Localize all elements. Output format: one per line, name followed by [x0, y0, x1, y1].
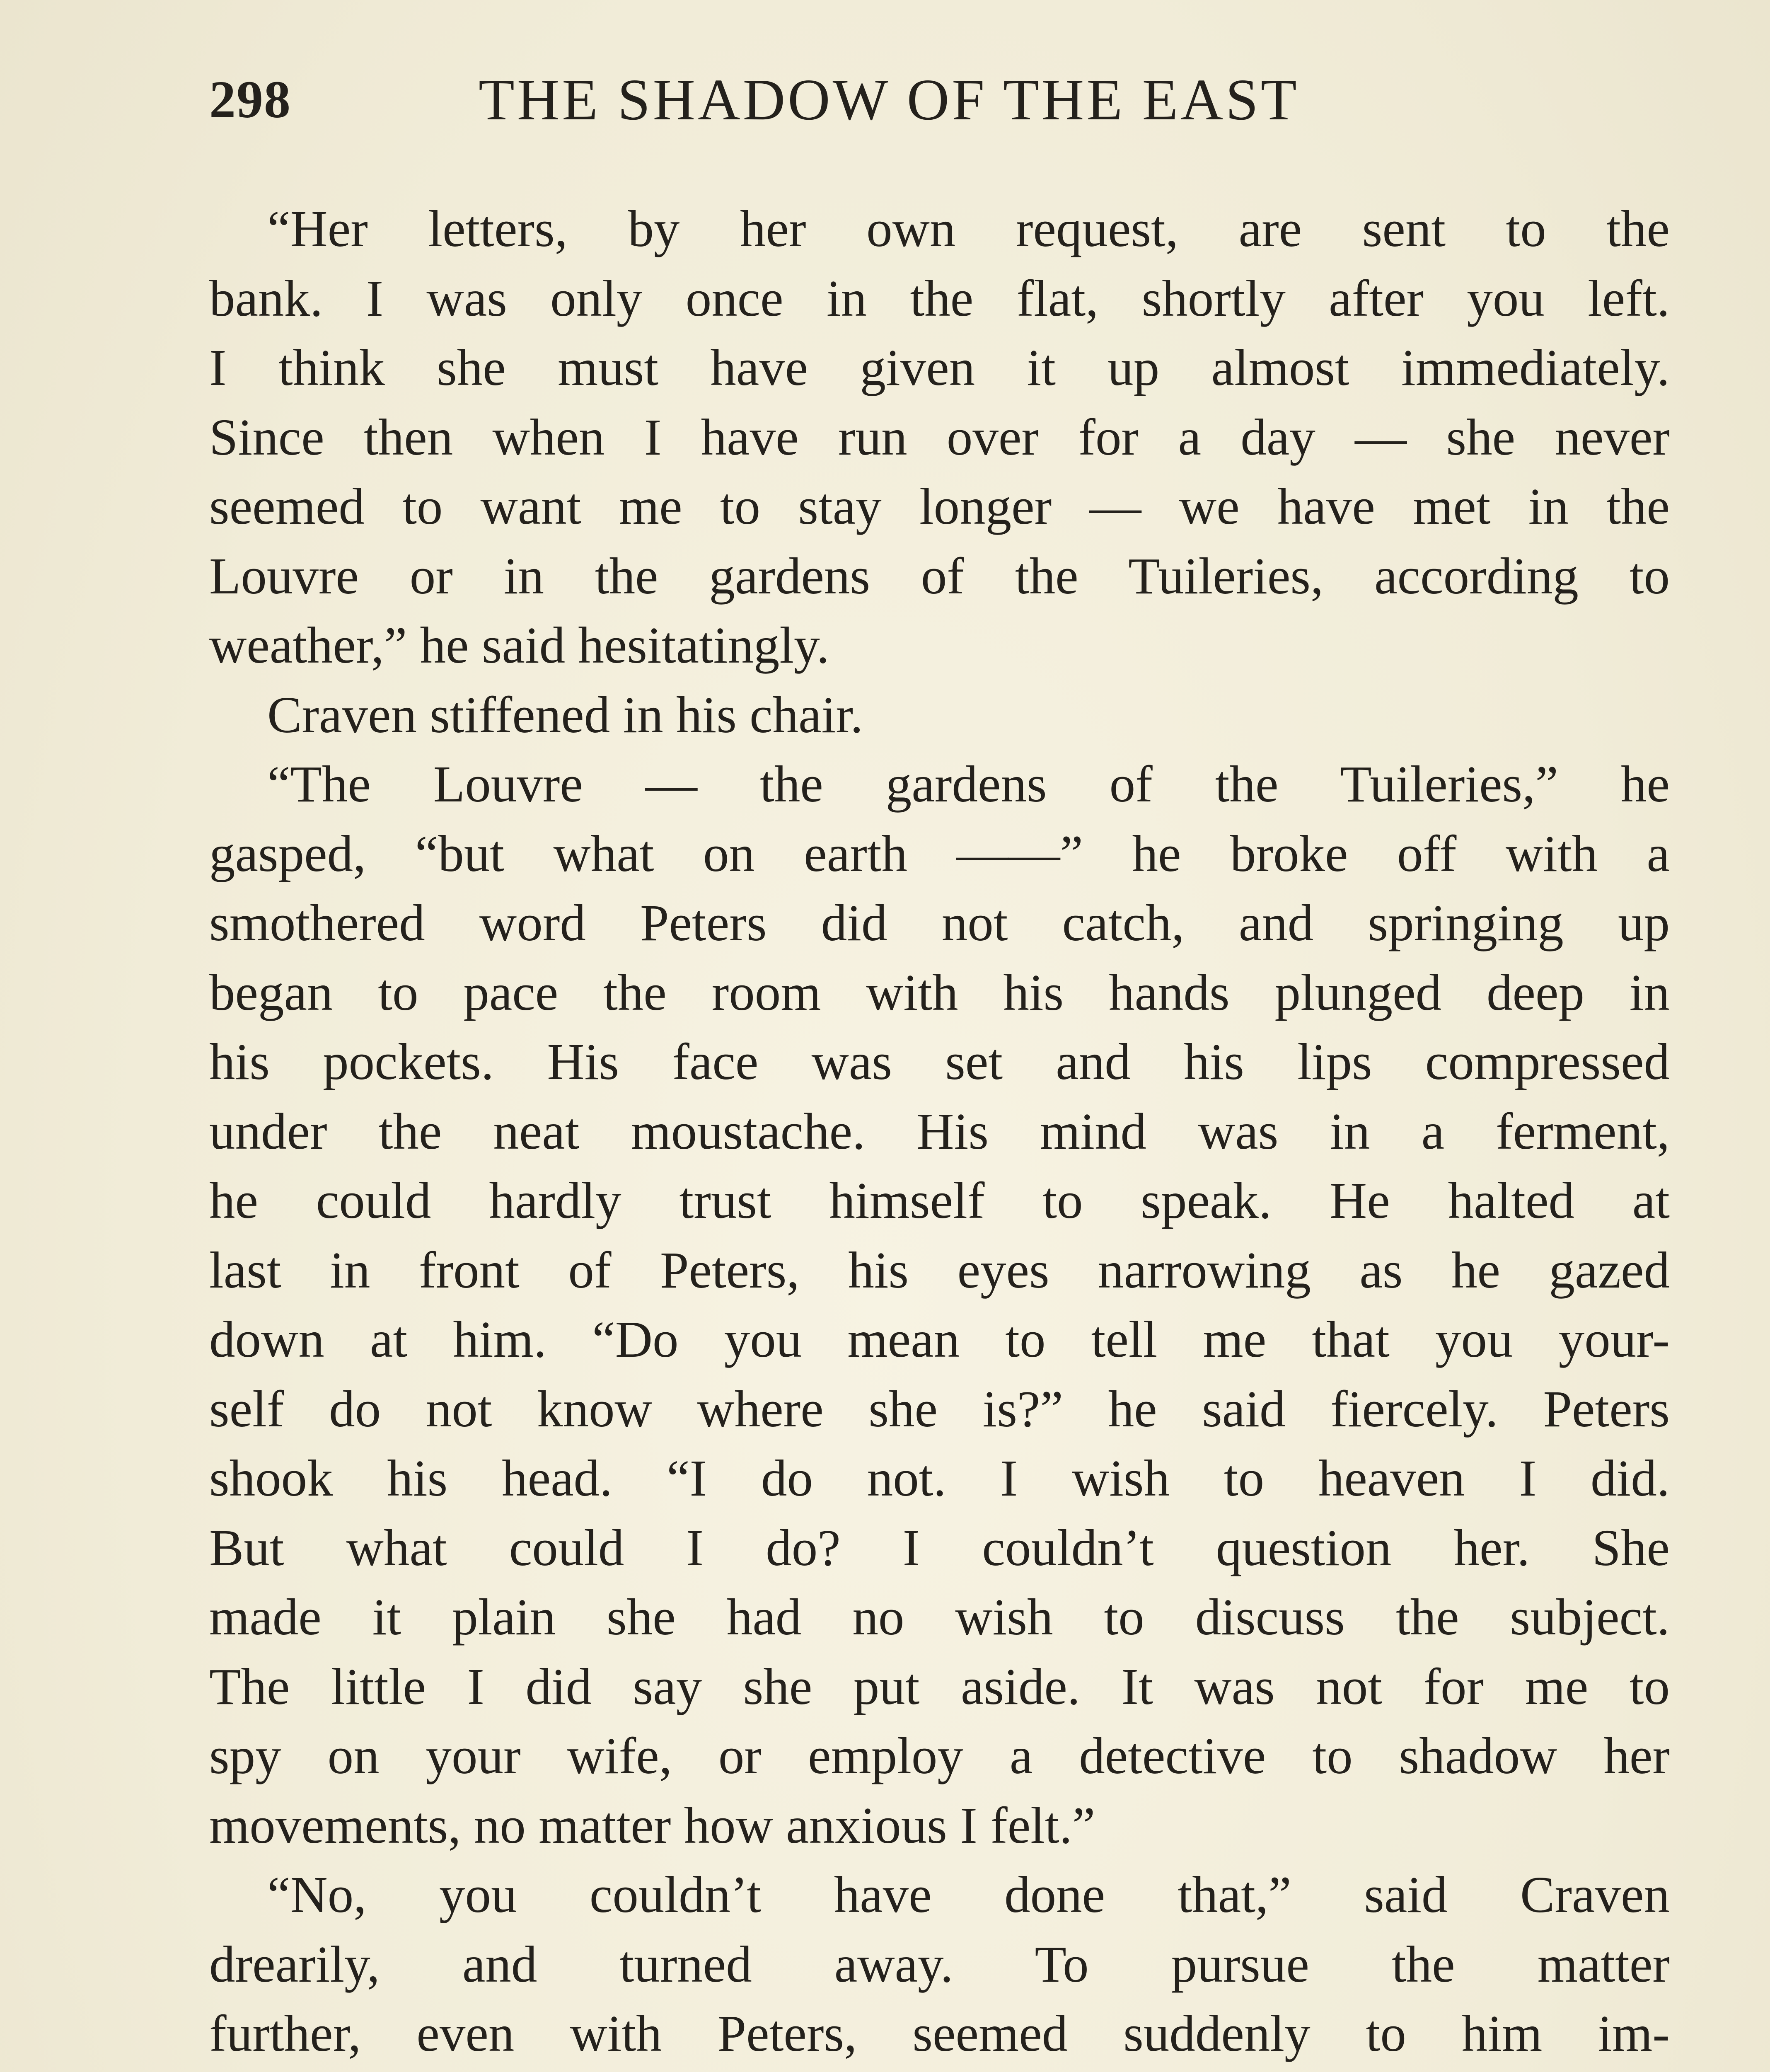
text-line: bank. I was only once in the flat, shortly after you left. [209, 270, 1670, 327]
text-line: movements, no matter how anxious I felt.” [209, 1797, 1095, 1854]
text-line: down at him. “Do you mean to tell me that you your- [209, 1311, 1670, 1368]
text-line: gasped, “but what on earth ——” he broke off with a [209, 825, 1670, 883]
text-line: drearily, and turned away. To pursue the matter [209, 1936, 1670, 1993]
text-line: shook his head. “I do not. I wish to heaven I did. [209, 1450, 1670, 1507]
text-line: seemed to want me to stay longer — we have met in the [209, 478, 1670, 535]
text-line: his pockets. His face was set and his lips compressed [209, 1034, 1670, 1091]
running-title: THE SHADOW OF THE EAST [479, 67, 1299, 132]
text-line: But what could I do? I couldn’t question her. She [209, 1519, 1670, 1577]
text-line: self do not know where she is?” he said fiercely. Peters [209, 1380, 1670, 1438]
text-line: under the neat moustache. His mind was in a ferment, [209, 1103, 1670, 1160]
text-line: began to pace the room with his hands plunged deep in [209, 964, 1670, 1021]
text-line: “Her letters, by her own request, are sent to the [267, 201, 1670, 258]
text-line: I think she must have given it up almost immediately. [209, 339, 1670, 397]
text-line: spy on your wife, or employ a detective to shadow her [209, 1728, 1670, 1785]
body-text [209, 195, 1670, 2072]
text-line: “The Louvre — the gardens of the Tuileries,” he [267, 756, 1670, 813]
text-line: smothered word Peters did not catch, and springing up [209, 895, 1670, 952]
text-line: The little I did say she put aside. It was not for me to [209, 1658, 1670, 1716]
page-number: 298 [209, 70, 291, 129]
text-line: Louvre or in the gardens of the Tuileries, according to [209, 547, 1670, 605]
text-line: further, even with Peters, seemed suddenly to him im- [209, 2005, 1670, 2062]
text-line: Craven stiffened in his chair. [267, 686, 863, 744]
text-line: made it plain she had no wish to discuss the subject. [209, 1589, 1670, 1646]
text-line [209, 2069, 1670, 2072]
text-line: he could hardly trust himself to speak. He halted at [209, 1172, 1670, 1230]
running-head [209, 58, 1668, 141]
text-line: Since then when I have run over for a day — she never [209, 409, 1670, 466]
text-line: weather,” he said hesitatingly. [209, 617, 829, 674]
text-line: last in front of Peters, his eyes narrowing as he gazed [209, 1242, 1670, 1299]
text-line: “No, you couldn’t have done that,” said Craven [267, 1866, 1670, 1924]
